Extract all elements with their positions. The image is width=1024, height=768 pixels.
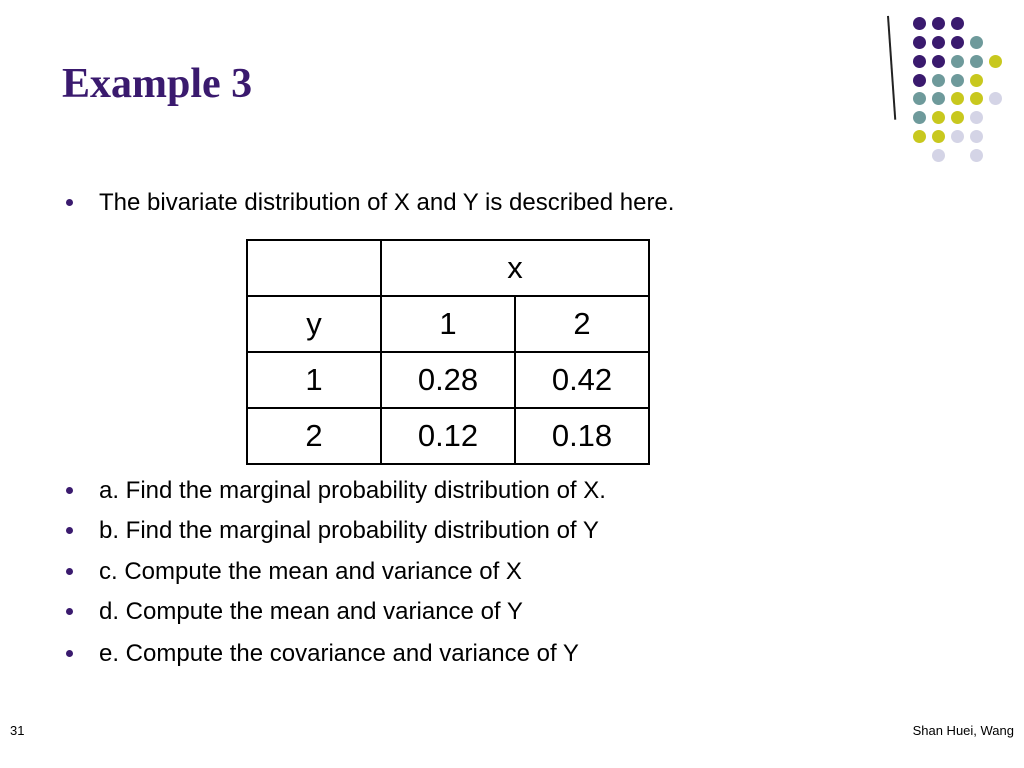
table-cell: 0.28	[381, 352, 515, 408]
table-cell: 2	[247, 408, 381, 464]
intro-text: The bivariate distribution of X and Y is described here.	[99, 189, 675, 216]
table-corner-cell	[247, 240, 381, 296]
footer-author: Shan Huei, Wang	[912, 723, 1014, 738]
decorative-dot	[970, 149, 983, 162]
decorative-dot	[932, 92, 945, 105]
decorative-dot	[989, 55, 1002, 68]
table-cell: 0.42	[515, 352, 649, 408]
bullet-icon	[66, 568, 73, 575]
decorative-dot	[970, 130, 983, 143]
question-b: b. Find the marginal probability distribution of Y	[99, 517, 599, 544]
decorative-dot	[913, 111, 926, 124]
question-c: c. Compute the mean and variance of X	[99, 558, 522, 585]
table-row	[247, 240, 649, 296]
decorative-dot	[932, 74, 945, 87]
decorative-dot	[913, 130, 926, 143]
decorative-dot	[932, 55, 945, 68]
decorative-dot	[932, 130, 945, 143]
table-cell: 1	[247, 352, 381, 408]
table-row	[247, 408, 649, 464]
bullet-icon	[66, 527, 73, 534]
decorative-dot	[913, 92, 926, 105]
decorative-dot	[932, 111, 945, 124]
decorative-dot	[951, 92, 964, 105]
decorative-dot	[951, 130, 964, 143]
decorative-dot	[951, 55, 964, 68]
decorative-dot	[989, 92, 1002, 105]
bullet-icon	[66, 650, 73, 657]
decorative-dot	[913, 36, 926, 49]
decorative-dot	[932, 36, 945, 49]
decorative-dot	[932, 149, 945, 162]
decorative-dot	[970, 36, 983, 49]
decorative-dot	[951, 17, 964, 30]
question-d: d. Compute the mean and variance of Y	[99, 598, 523, 625]
decorative-dot	[951, 36, 964, 49]
table-cell: 1	[381, 296, 515, 352]
table-header-y: y	[247, 296, 381, 352]
table-cell: 2	[515, 296, 649, 352]
decorative-dot	[970, 92, 983, 105]
decorative-dot	[970, 111, 983, 124]
decorative-dot	[932, 17, 945, 30]
table-row	[247, 352, 649, 408]
decorative-dot	[970, 74, 983, 87]
decorative-dot	[913, 17, 926, 30]
distribution-table	[246, 239, 650, 465]
bullet-icon	[66, 608, 73, 615]
question-e: e. Compute the covariance and variance of Y	[99, 640, 579, 667]
table-cell: 0.12	[381, 408, 515, 464]
bullet-icon	[66, 487, 73, 494]
question-a: a. Find the marginal probability distribution of X.	[99, 477, 606, 504]
decorative-line	[887, 16, 896, 120]
page-number: 31	[10, 723, 25, 738]
decorative-dot	[913, 74, 926, 87]
decorative-dot	[970, 55, 983, 68]
bullet-icon	[66, 199, 73, 206]
slide-title: Example 3	[62, 61, 253, 107]
table-header-x: x	[381, 240, 649, 296]
decorative-dot	[913, 55, 926, 68]
table-row	[247, 296, 649, 352]
decorative-dot	[951, 111, 964, 124]
table-cell: 0.18	[515, 408, 649, 464]
decorative-dot	[951, 74, 964, 87]
